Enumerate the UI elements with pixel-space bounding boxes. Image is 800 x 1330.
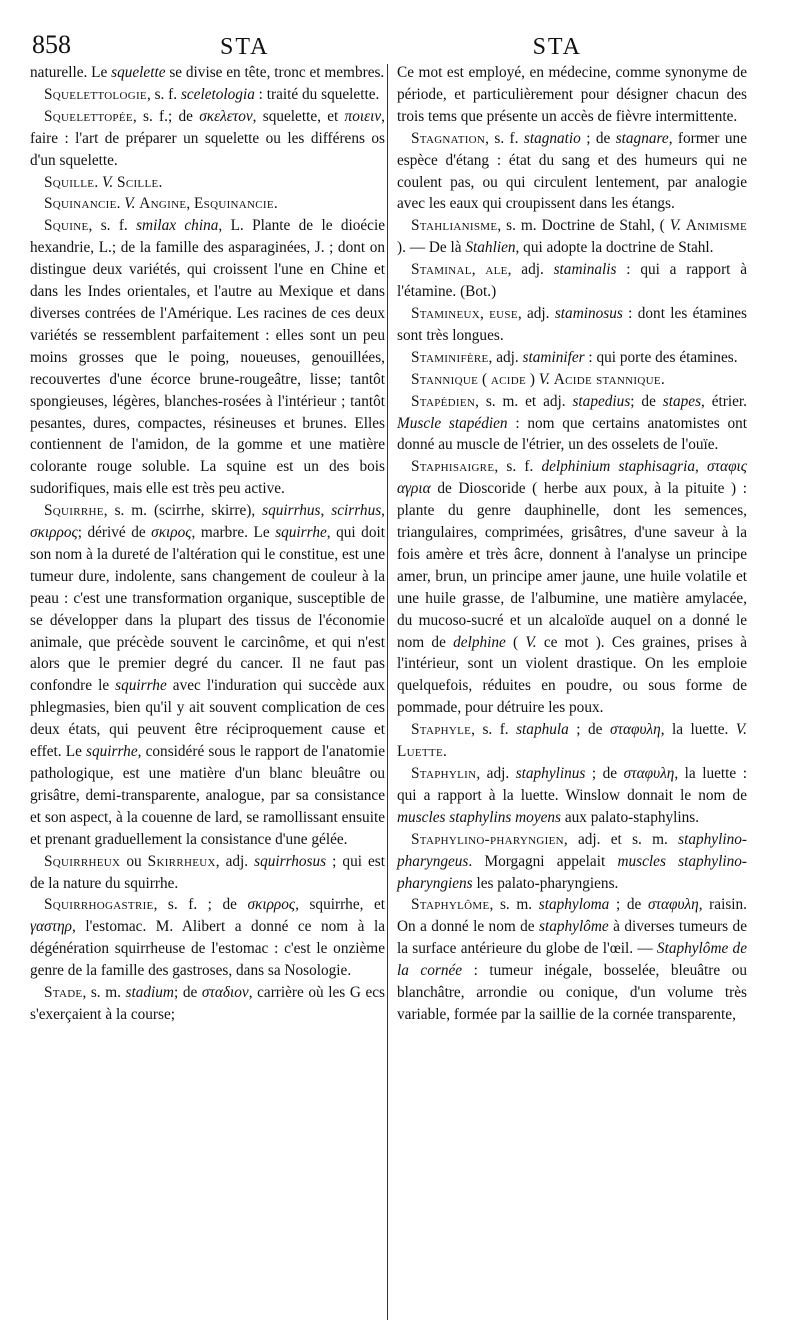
entry-headword: Squille [44, 173, 95, 191]
entry-text: : qui a rapport à l'étamine. (Bot.) [397, 261, 747, 301]
entry-text: : tumeur inégale, bosselée, bleuâtre ou blanchâtre, arrondie ou conique, d'un volume très variable, formée par la saillie de la cornée transparente, [397, 962, 747, 1023]
italic-term: staphula [516, 721, 569, 739]
entry-text: avec l'induration qui succède aux phlegmasies, bien qu'il y ait souvent complication de ces deux états, qui peuvent être réciproquement cause et effet. Le [30, 677, 385, 761]
entry-text: : dont les étamines sont très longues. [397, 304, 747, 344]
entry-text: , adj. [215, 852, 255, 870]
dictionary-entry [397, 763, 747, 829]
dictionary-entry [30, 215, 385, 500]
entry-text: se divise en tête, tronc et membres. [165, 64, 385, 81]
entry-text: , qui doit son nom à la dureté de l'altération qui le constitue, est une tumeur dure, indolente, sans changement de couleur à la peau : c'est une transformation organique, susceptible de se développer dans la plupart des tissus de l'économie animale, que précède souvent le carcinôme, et qui n'est alors que le premier degré du cancer. Il ne faut pas confondre le [30, 524, 385, 695]
italic-term: σκιρος [151, 524, 192, 542]
dictionary-entry [30, 982, 385, 1026]
entry-text: ; de [609, 896, 648, 914]
entry-text: ). — De là [397, 239, 466, 257]
entry-headword: Squelettopée [44, 107, 133, 125]
entry-text: , s. m. Doctrine de Stahl, ( [497, 217, 670, 235]
italic-term: staphylino-pharyngeus [397, 830, 747, 870]
entry-text: , s. m. (scirrhe, skirre), [103, 502, 263, 520]
entry-text: ; qui est de la nature du squirrhe. [30, 852, 385, 892]
entry-text: , s. f. [471, 721, 517, 739]
italic-term: stapes [662, 392, 702, 410]
entry-headword: Angine [139, 195, 187, 213]
italic-term: σκιρρος [247, 896, 296, 914]
entry-text: ou [120, 852, 148, 870]
dictionary-entry [30, 84, 385, 106]
entry-text: , la luette : qui a rapport à la luette. Winslow donnait le nom de [397, 765, 747, 804]
entry-text: , [695, 458, 708, 476]
italic-term: Muscle stapédien [397, 414, 508, 432]
entry-headword: Staphisaigre [411, 458, 495, 476]
entry-text: aux palato-staphylins. [561, 808, 700, 826]
entry-text: : qui porte des étamines. [584, 348, 738, 366]
italic-term: muscles staphylino-pharyngiens [397, 852, 747, 892]
entry-text: ( [505, 633, 526, 651]
entry-text: ce mot ). Ces graines, prises à l'intérieur, sont un violent drastique. On les emploie quelquefois, réduites en poudre, ou sous forme de pommade, pour détruire les poux. [397, 633, 747, 717]
right-column [397, 62, 747, 1026]
entry-headword: Animisme [685, 217, 747, 235]
italic-term: squelette [111, 64, 166, 81]
entry-text: Ce mot est employé, en médecine, comme synonyme de période, et particulièrement pour désigner chacun des trois tems que présente un accès de fièvre intermittente. [397, 64, 747, 125]
entry-headword: Squirrhogastrie [44, 896, 154, 914]
dictionary-entry [30, 894, 385, 982]
italic-term: V. [101, 173, 114, 191]
entry-text: ; de [580, 129, 616, 147]
entry-text: , [186, 195, 195, 213]
dictionary-entry [30, 851, 385, 895]
entry-text: , la luette. [660, 721, 736, 739]
entry-headword: Scille [117, 173, 159, 191]
dictionary-entry [397, 215, 747, 259]
italic-term: squirrhe [115, 677, 167, 695]
entry-text: . [660, 370, 665, 388]
italic-term: V. [735, 721, 747, 739]
entry-text: , s. f. ; de [153, 896, 248, 914]
dictionary-entry [30, 106, 385, 172]
dictionary-entry [397, 391, 747, 457]
italic-term: smilax china [136, 217, 219, 235]
entry-text: ; de [173, 984, 202, 1002]
entry-text: : nom que certains anatomistes ont donné au muscle de l'étrier, un des osselets de l'ouïe. [397, 414, 747, 454]
entry-text: de Dioscoride ( herbe aux poux, à la pituite ) : plante du genre dauphinelle, dont les semences, triangulaires, comprimées, grisâtres, d'une saveur à la fois amère et très âcre, donnent à l'analyse un principe amer, brun, un principe amer jaune, une huile volatile et une huile grasse, de l'albumine, une matière amylacée, du mucoso-sucré et un alcaloïde auquel on a donné le nom de [397, 480, 747, 651]
entry-text: , étrier. [701, 392, 748, 410]
entry-text: , adj. et s. m. [563, 830, 679, 848]
italic-term: staphylôme [539, 918, 609, 936]
entry-text: , s. f. [494, 458, 542, 476]
entry-headword: Acide stannique [553, 370, 661, 388]
entry-headword: Stannique [411, 370, 479, 388]
entry-text: , L. Plante de le dioécie hexandrie, L.; de la famille des asparaginées, J. ; dont on distingue deux variétés, qui croissent l'une en Chine et dans les Indes orientales, et l'autre au Mexique et dans diverses contrées de l'Amérique. Les racines de ces deux variétés se ressemblent parfaitement : elles sont un peu moins grosses que le poing, noueuses, genouillées, recouvertes d'une écorce brune-rougeâtre, lisse; tantôt spongieuses, légères, blanches-rosées à l'intérieur ; tantôt pesantes, dures, compactes, résineuses et brunes. Elles contiennent de l'amidon, de la gomme et une matière colorante rouge soluble. La squine est un des bois sudorifiques, mais elle est très peu active. [30, 217, 386, 498]
entry-text: ; dérivé de [77, 524, 152, 542]
entry-text: , qui adopte la doctrine de Stahl. [515, 239, 714, 257]
italic-term: muscles staphylins moyens [397, 808, 561, 826]
italic-term: squirrhus [262, 502, 321, 520]
entry-text: , carrière où les G ecs s'exerçaient à la course; [30, 984, 385, 1023]
entry-headword: Skirrheux [147, 852, 216, 870]
entry-text: , [381, 502, 385, 520]
dictionary-entry [397, 303, 747, 347]
dictionary-entry [397, 894, 747, 1025]
entry-text: , marbre. Le [191, 524, 276, 542]
italic-term: σταφις αγρια [397, 458, 747, 498]
entry-text: ; de [568, 721, 610, 739]
entry-text: les palato-pharyngiens. [472, 874, 619, 892]
entry-headword: Squelettologie [44, 85, 147, 103]
dictionary-entry [30, 172, 385, 194]
page-header [24, 8, 776, 62]
entry-headword: acide [490, 370, 527, 388]
entry-text: , adj. [517, 304, 555, 322]
italic-term: σταφυλη [647, 896, 699, 914]
entry-text: à diverses tumeurs de la surface antérieure du globe de l'œil. — [397, 918, 747, 958]
italic-term: staphyloma [538, 896, 610, 914]
entry-text: , former une espèce d'étang : état du sang et des humeurs qui ne coulent pas, ou qui circulent lentement, par analogie avec les eaux qui croupissent dans les étangs. [397, 129, 747, 213]
entry-text: , raisin. On a donné le nom de [397, 896, 747, 936]
italic-term: V. [538, 370, 550, 388]
entry-text: , [479, 304, 490, 322]
entry-text: ( [478, 370, 491, 388]
entry-headword: euse [489, 304, 518, 322]
entry-text: , adj. [488, 348, 523, 366]
entry-text: , adj. [507, 261, 554, 279]
italic-term: σταφυλη [609, 721, 661, 739]
entry-headword: Stagnation [411, 129, 486, 147]
running-head-right: STA [532, 34, 582, 60]
entry-headword: Squirrhe [44, 502, 104, 520]
entry-text: . [94, 173, 102, 191]
entry-headword: Esquinancie [194, 195, 274, 213]
dictionary-entry [397, 347, 747, 369]
entry-text: , faire : l'art de préparer un squelette ou les différens os d'un squelette. [30, 107, 385, 169]
italic-term: staminosus [554, 304, 623, 322]
entry-headword: Stamineux [411, 304, 480, 322]
entry-text: , s. m. et adj. [475, 392, 573, 410]
dictionary-entry [397, 829, 747, 895]
entry-text: naturelle. Le [30, 64, 112, 81]
entry-text: , squirrhe, et [295, 896, 385, 914]
entry-headword: Stapédien [411, 392, 476, 410]
entry-text: . [158, 173, 163, 191]
entry-headword: Staphylin [411, 765, 477, 782]
italic-term: V. [669, 217, 681, 235]
entry-text: . Morgagni appelait [468, 852, 618, 870]
entry-text: . [442, 743, 447, 761]
entry-text: : traité du squelette. [254, 85, 380, 103]
entry-headword: Squinancie [44, 195, 117, 213]
italic-term: delphinium staphisagria [541, 458, 695, 476]
italic-term: staminalis [553, 261, 617, 279]
italic-term: γαστηρ [30, 918, 73, 936]
entry-headword: Staminifère [411, 348, 489, 366]
dictionary-entry [30, 193, 385, 215]
italic-term: delphine [453, 633, 506, 651]
italic-term: scirrhus [331, 502, 382, 520]
dictionary-entry [397, 259, 747, 303]
entry-text: ; de [585, 765, 624, 782]
entry-headword: Stahlianisme [411, 217, 498, 235]
entry-text: ) [526, 370, 539, 388]
italic-term: Staphylôme de la cornée [397, 940, 748, 980]
entry-text: , s. m. [489, 896, 539, 914]
italic-term: V. [124, 195, 136, 213]
entry-headword: Staphylino-pharyngien [411, 830, 564, 848]
entry-headword: Luette [397, 743, 443, 761]
entry-text: , squelette, et [252, 107, 345, 125]
entry-text: , s. m. [82, 984, 126, 1002]
dictionary-entry [397, 456, 747, 719]
entry-headword: Squirrheux [44, 852, 121, 870]
italic-term: Stahlien [465, 239, 516, 257]
italic-term: ποιειν [344, 107, 382, 125]
italic-term: staphylinus [515, 765, 586, 782]
entry-headword: ale [485, 261, 508, 279]
dictionary-entry [397, 62, 747, 128]
entry-text: , s. f. [485, 129, 524, 147]
entry-text: , s. f.; de [132, 107, 200, 125]
entry-headword: Staminal [411, 261, 472, 279]
entry-headword: Stade [44, 984, 83, 1002]
italic-term: σταδιον [201, 984, 249, 1002]
entry-text: . [116, 195, 125, 213]
dictionary-entry [397, 128, 747, 216]
italic-term: stadium [125, 984, 174, 1002]
running-head-left: STA [220, 34, 270, 60]
entry-text: , s. f. [146, 85, 181, 103]
italic-term: stagnatio [523, 129, 581, 147]
entry-text: , considéré sous le rapport de l'anatomie pathologique, est une matière d'un blanc bleuâtre ou grisâtre, demi-transparente, analogue, par sa consistance et son aspect, à la couenne de lard, se ramollissant ensuite et prenant graduellement la consistance d'une gélée. [30, 743, 385, 848]
entry-text: ; de [630, 392, 663, 410]
italic-term: stapedius [572, 392, 631, 410]
entry-text: . [273, 195, 278, 213]
italic-term: squirrhe [86, 743, 138, 761]
dictionary-entry [397, 369, 747, 391]
italic-term: sceletologia [180, 85, 255, 103]
italic-term: stagnare [615, 129, 669, 147]
page-number: 858 [32, 30, 71, 59]
italic-term: σκιρρος [30, 524, 78, 542]
entry-text: , s. f. [88, 217, 137, 235]
left-column [30, 62, 385, 1026]
dictionary-entry [30, 500, 385, 851]
entry-headword: Squine [44, 217, 89, 235]
dictionary-entry [30, 62, 385, 84]
entry-text: , [471, 261, 486, 279]
entry-text: , [320, 502, 332, 520]
italic-term: σκελετον [199, 107, 253, 125]
italic-term: squirrhe [275, 524, 327, 542]
dictionary-entry [397, 719, 747, 763]
italic-term: staminifer [522, 348, 585, 366]
entry-headword: Staphylôme [411, 896, 490, 914]
italic-term: σταφυλη [623, 765, 675, 782]
entry-text: , l'estomac. M. Alibert a donné ce nom à la dégénération squirrheuse de l'estomac : c'est le onzième genre de la famille des gastroses, dans sa Nosologie. [30, 918, 385, 980]
entry-text: , adj. [476, 765, 516, 782]
entry-headword: Staphyle [411, 721, 472, 739]
italic-term: squirrhosus [254, 852, 327, 870]
column-divider [387, 64, 388, 1320]
italic-term: V. [525, 633, 537, 651]
